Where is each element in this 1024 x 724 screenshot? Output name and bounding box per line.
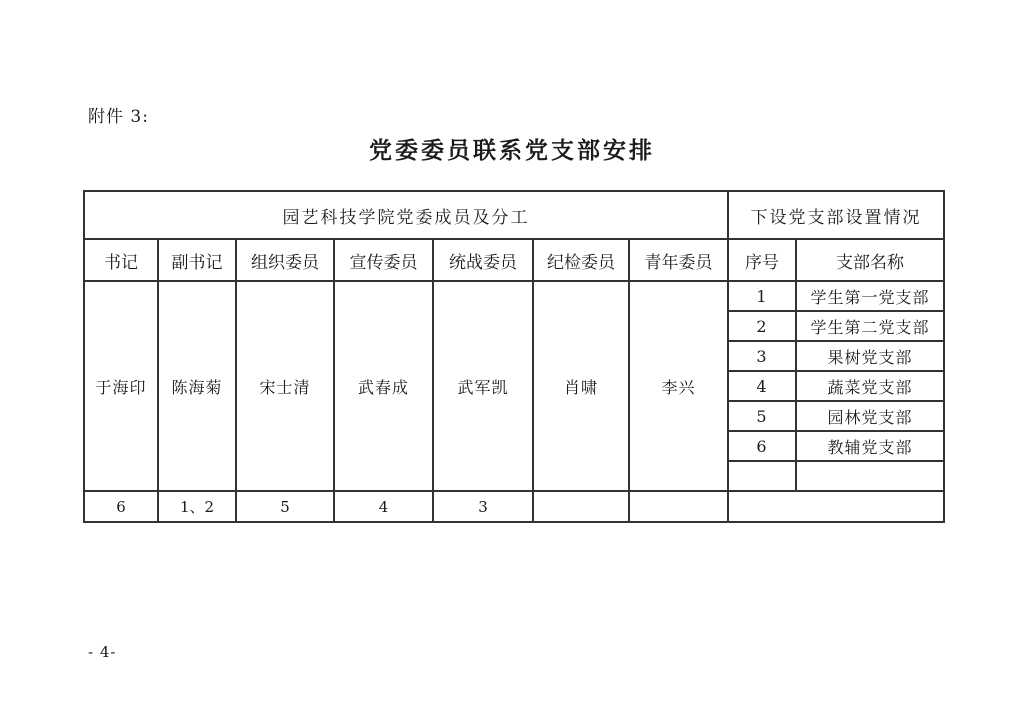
member-cell: 武春成 <box>334 281 433 491</box>
branch-no-cell: 1 <box>728 281 796 311</box>
column-header-cell: 青年委员 <box>629 239 728 281</box>
branch-no-cell: 5 <box>728 401 796 431</box>
branch-name-cell: 园林党支部 <box>796 401 944 431</box>
column-header-cell: 宣传委员 <box>334 239 433 281</box>
branch-no-cell: 2 <box>728 311 796 341</box>
assignment-row <box>84 491 944 522</box>
branch-no-cell <box>728 461 796 491</box>
group-header-right: 下设党支部设置情况 <box>728 191 944 239</box>
branch-no-cell: 6 <box>728 431 796 461</box>
member-cell: 宋士清 <box>236 281 334 491</box>
branch-row <box>84 281 944 311</box>
assignment-table <box>83 190 945 523</box>
branch-no-cell: 4 <box>728 371 796 401</box>
attachment-label: 附件 3: <box>88 107 149 127</box>
branch-name-cell: 学生第二党支部 <box>796 311 944 341</box>
column-header-cell: 书记 <box>84 239 158 281</box>
member-cell: 李兴 <box>629 281 728 491</box>
member-cell: 陈海菊 <box>158 281 236 491</box>
assignment-merged-cell <box>728 491 944 522</box>
branch-no-cell: 3 <box>728 341 796 371</box>
branch-name-cell <box>796 461 944 491</box>
group-header-left: 园艺科技学院党委成员及分工 <box>84 191 728 239</box>
assignment-cell: 6 <box>84 491 158 522</box>
branch-name-cell: 蔬菜党支部 <box>796 371 944 401</box>
member-cell: 肖啸 <box>533 281 629 491</box>
column-header-cell: 组织委员 <box>236 239 334 281</box>
assignment-cell <box>533 491 629 522</box>
page-number: - 4- <box>88 643 117 661</box>
column-header-cell: 支部名称 <box>796 239 944 281</box>
column-header-row <box>84 239 944 281</box>
column-header-cell: 统战委员 <box>433 239 533 281</box>
column-header-cell: 纪检委员 <box>533 239 629 281</box>
branch-name-cell: 果树党支部 <box>796 341 944 371</box>
group-header-row <box>84 191 944 239</box>
branch-name-cell: 学生第一党支部 <box>796 281 944 311</box>
column-header-cell: 副书记 <box>158 239 236 281</box>
assignment-cell: 5 <box>236 491 334 522</box>
assignment-cell: 1、2 <box>158 491 236 522</box>
column-header-cell: 序号 <box>728 239 796 281</box>
member-cell: 武军凯 <box>433 281 533 491</box>
assignment-cell <box>629 491 728 522</box>
page-title: 党委委员联系党支部安排 <box>369 137 655 164</box>
branch-name-cell: 教辅党支部 <box>796 431 944 461</box>
member-cell: 于海印 <box>84 281 158 491</box>
assignment-cell: 4 <box>334 491 433 522</box>
assignment-cell: 3 <box>433 491 533 522</box>
